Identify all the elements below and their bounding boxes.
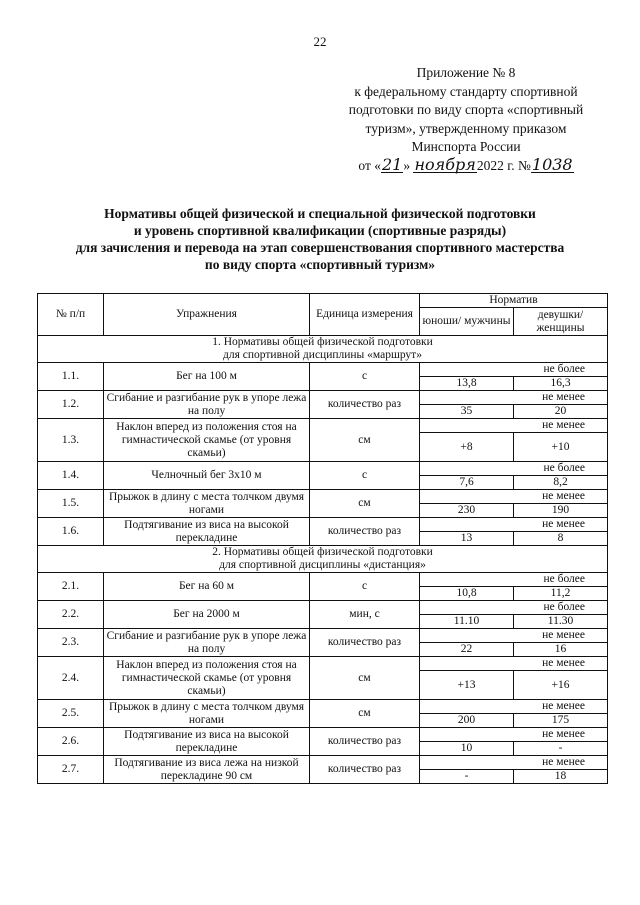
row-unit: количество раз [310,518,420,546]
table-row [38,756,608,770]
row-number: 2.1. [38,573,104,601]
row-exercise: Сгибание и разгибание рук в упоре лежа на полу [104,629,310,657]
row-unit: см [310,700,420,728]
page-number: 22 [313,34,327,49]
row-girls-value: 8 [514,532,608,546]
table-row [38,573,608,587]
row-girls-value: 190 [514,504,608,518]
row-number: 2.4. [38,657,104,700]
date-prefix: от « [358,157,381,173]
row-condition: не менее [420,518,608,532]
row-number: 2.2. [38,601,104,629]
row-girls-value: 8,2 [514,476,608,490]
header-num: № п/п [38,294,104,336]
row-girls-value: 175 [514,714,608,728]
row-boys-value: 13,8 [420,377,514,391]
header-exercise: Упражнения [104,294,310,336]
header-unit: Единица измерения [310,294,420,336]
row-exercise: Прыжок в длину с места толчком двумя ногами [104,490,310,518]
row-boys-value: 200 [420,714,514,728]
row-girls-value: - [514,742,608,756]
table-row [38,700,608,714]
title-line-3: для зачисления и перевода на этап совершенствования спортивного мастерства [75,240,565,255]
row-exercise: Бег на 100 м [104,363,310,391]
table-row [38,728,608,742]
row-number: 1.6. [38,518,104,546]
row-boys-value: 13 [420,532,514,546]
row-exercise: Прыжок в длину с места толчком двумя ногами [104,700,310,728]
row-number: 1.5. [38,490,104,518]
row-boys-value: +13 [420,671,514,700]
appendix-line-2: к федеральному стандарту спортивной [354,83,578,99]
table-body [38,336,608,784]
row-condition: не менее [420,756,608,770]
row-boys-value: 10 [420,742,514,756]
section-title [38,546,608,573]
section-header-row [38,336,608,363]
row-boys-value: 230 [420,504,514,518]
row-boys-value: 10,8 [420,587,514,601]
row-exercise: Подтягивание из виса на высокой перекладине [104,518,310,546]
row-unit: см [310,490,420,518]
table-row [38,363,608,377]
table-row [38,657,608,671]
row-boys-value: 11.10 [420,615,514,629]
year-part: 2022 г. № [476,157,531,173]
row-condition: не менее [420,391,608,405]
row-girls-value: 16,3 [514,377,608,391]
row-exercise: Подтягивание из виса на высокой перекладине [104,728,310,756]
row-boys-value: - [420,770,514,784]
header-boys: юноши/ мужчины [420,308,514,336]
row-condition: не менее [420,657,608,671]
row-number: 1.2. [38,391,104,419]
section-title-line-1: 2. Нормативы общей физической подготовки [212,546,433,558]
row-exercise: Бег на 2000 м [104,601,310,629]
day-suffix: » [403,157,411,173]
row-number: 2.7. [38,756,104,784]
table-row [38,518,608,532]
header-norm: Норматив [420,294,608,308]
row-girls-value: +16 [514,671,608,700]
appendix-line-4: туризм», утвержденному приказом [365,120,567,136]
appendix-line-3: подготовки по виду спорта «спортивный [348,102,584,117]
row-number: 1.1. [38,363,104,391]
row-condition: не более [420,573,608,587]
row-unit: см [310,419,420,462]
row-condition: не менее [420,419,608,433]
appendix-line-5: Минспорта России [411,139,521,154]
norms-table [37,293,608,784]
row-unit: количество раз [310,629,420,657]
table-row [38,462,608,476]
row-unit: см [310,657,420,700]
section-header-row [38,546,608,573]
row-girls-value: +10 [514,433,608,462]
header-girls: девушки/ женщины [514,308,608,336]
row-unit: количество раз [310,756,420,784]
row-girls-value: 11.30 [514,615,608,629]
row-number: 2.6. [38,728,104,756]
row-girls-value: 20 [514,405,608,419]
appendix-date-line [330,154,602,176]
row-condition: не менее [420,629,608,643]
row-unit: количество раз [310,728,420,756]
title-line-1: Нормативы общей физической и специальной физической подготовки [104,206,536,221]
row-exercise: Подтягивание из виса лежа на низкой перекладине 90 см [104,756,310,784]
row-condition: не менее [420,490,608,504]
row-girls-value: 18 [514,770,608,784]
row-boys-value: +8 [420,433,514,462]
row-exercise: Бег на 60 м [104,573,310,601]
row-girls-value: 11,2 [514,587,608,601]
section-title [38,336,608,363]
row-number: 2.5. [38,700,104,728]
table-row [38,419,608,433]
table-row [38,601,608,615]
row-condition: не более [420,363,608,377]
table-row [38,629,608,643]
row-unit: с [310,363,420,391]
table-row [38,391,608,405]
row-girls-value: 16 [514,643,608,657]
title-line-4: по виду спорта «спортивный туризм» [204,257,436,272]
row-number: 2.3. [38,629,104,657]
handwritten-month: ноября [414,154,476,174]
row-unit: с [310,462,420,490]
row-unit: количество раз [310,391,420,419]
title-line-2: и уровень спортивной квалификации (спортивные разряды) [133,223,507,238]
handwritten-day: 21 [382,154,403,174]
row-boys-value: 22 [420,643,514,657]
section-title-line-2: для спортивной дисциплины «дистанция» [219,559,426,571]
appendix-block [330,64,602,175]
appendix-line-1: Приложение № 8 [416,65,516,80]
row-condition: не менее [420,728,608,742]
row-boys-value: 35 [420,405,514,419]
row-number: 1.3. [38,419,104,462]
document-title [20,205,620,273]
row-condition: не более [420,462,608,476]
row-exercise: Наклон вперед из положения стоя на гимнастической скамье (от уровня скамьи) [104,657,310,700]
row-condition: не менее [420,700,608,714]
row-condition: не более [420,601,608,615]
row-exercise: Челночный бег 3х10 м [104,462,310,490]
row-unit: с [310,573,420,601]
section-title-line-2: для спортивной дисциплины «маршрут» [223,349,422,361]
row-unit: мин, с [310,601,420,629]
row-number: 1.4. [38,462,104,490]
row-exercise: Наклон вперед из положения стоя на гимнастической скамье (от уровня скамьи) [104,419,310,462]
handwritten-order-number: 1038 [531,154,573,174]
row-boys-value: 7,6 [420,476,514,490]
table-row [38,490,608,504]
section-title-line-1: 1. Нормативы общей физической подготовки [212,336,433,348]
row-exercise: Сгибание и разгибание рук в упоре лежа на полу [104,391,310,419]
